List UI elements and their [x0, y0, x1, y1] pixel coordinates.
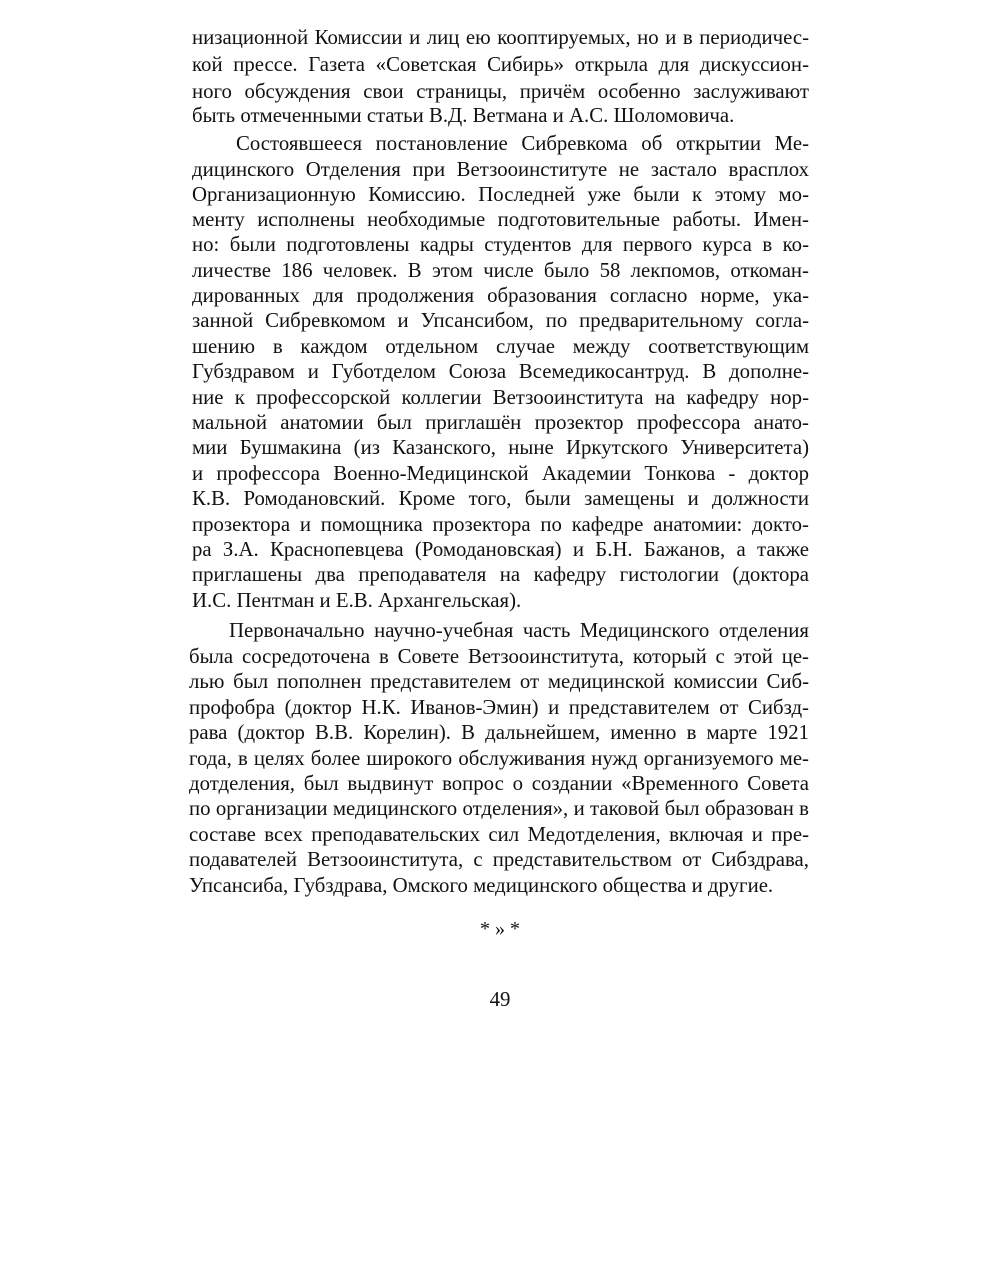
text-line: года, в целях более широкого обслуживания нужд организуемого ме- — [189, 747, 809, 770]
text-line: Упсансиба, Губздрава, Омского медицинского общества и другие. — [189, 874, 774, 897]
text-line: профобра (доктор Н.К. Иванов-Эмин) и представителем от Сибзд- — [189, 696, 809, 719]
text-line: была сосредоточена в Совете Ветзооинститута, который с этой це- — [189, 645, 809, 668]
text-line: подавателей Ветзооинститута, с представительством от Сибздрава, — [189, 848, 809, 871]
text-line: лью был пополнен представителем от медицинской комиссии Сиб- — [189, 670, 809, 693]
text-line: Первоначально научно-учебная часть Медицинского отделения — [229, 619, 809, 642]
text-line: ние к профессорской коллегии Ветзооинститута на кафедру нор- — [192, 386, 809, 409]
text-line: но: были подготовлены кадры студентов для первого курса в ко- — [192, 233, 809, 256]
text-line: Состоявшееся постановление Сибревкома об открытии Ме- — [236, 132, 809, 155]
text-line: мии Бушмакина (из Казанского, ныне Иркутского Университета) — [192, 436, 809, 459]
text-line: Организационную Комиссию. Последней уже были к этому мо- — [192, 183, 809, 206]
text-line: ного обсуждения свои страницы, причём особенно заслуживают — [192, 80, 809, 103]
text-line: кой прессе. Газета «Советская Сибирь» открыла для дискуссион- — [192, 53, 809, 76]
section-separator: * » * — [480, 918, 520, 940]
text-line: личестве 186 человек. В этом числе было 58 лекпомов, откоман- — [192, 259, 809, 282]
text-line: Губздравом и Губотделом Союза Всемедикосантруд. В дополне- — [192, 360, 809, 383]
text-line: мальной анатомии был приглашён прозектор профессора анато- — [192, 411, 809, 434]
text-line: И.С. Пентман и Е.В. Архангельская). — [192, 589, 522, 612]
text-line: дотделения, был выдвинут вопрос о создании «Временного Совета — [189, 772, 809, 795]
text-line: по организации медицинского отделения», и таковой был образован в — [189, 797, 809, 820]
text-line: шению в каждом отдельном случае между соответствующим — [192, 335, 809, 358]
text-line: и профессора Военно-Медицинской Академии Тонкова - доктор — [192, 462, 809, 485]
text-line: рава (доктор В.В. Корелин). В дальнейшем, именно в марте 1921 — [189, 721, 809, 744]
text-line: прозектора и помощника прозектора по кафедре анатомии: докто- — [192, 513, 809, 536]
text-line: ра З.А. Краснопевцева (Ромодановская) и Б.Н. Бажанов, а также — [192, 538, 809, 561]
text-line: быть отмеченными статьи В.Д. Ветмана и А.С. Шоломовича. — [192, 104, 735, 127]
text-line: низационной Комиссии и лиц ею кооптируемых, но и в периодичес- — [192, 26, 809, 49]
text-line: менту исполнены необходимые подготовительные работы. Имен- — [192, 208, 809, 231]
page-number: 49 — [489, 988, 511, 1011]
text-line: приглашены два преподавателя на кафедру гистологии (доктора — [192, 563, 809, 586]
text-line: К.В. Ромодановский. Кроме того, были замещены и должности — [192, 487, 809, 510]
text-line: дицинского Отделения при Ветзооинституте не застало врасплох — [192, 158, 809, 181]
text-line: составе всех преподавательских сил Медотделения, включая и пре- — [189, 823, 809, 846]
text-line: дированных для продолжения образования согласно норме, ука- — [192, 284, 809, 307]
text-line: занной Сибревкомом и Упсансибом, по предварительному согла- — [192, 309, 809, 332]
